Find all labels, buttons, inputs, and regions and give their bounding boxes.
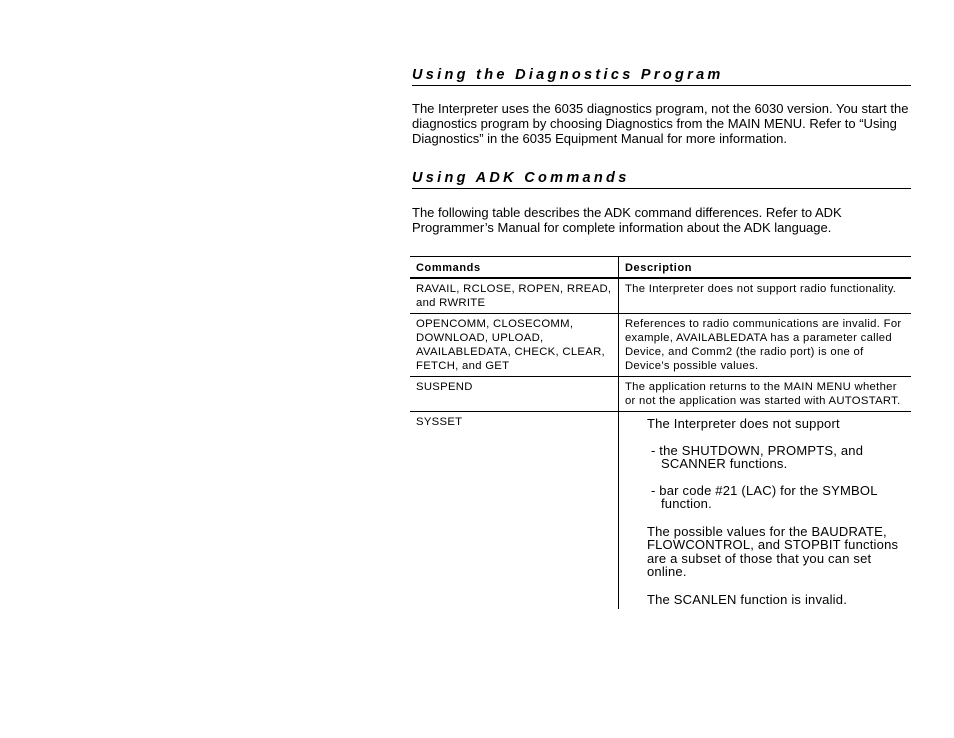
description-cell: References to radio communications are invalid. For example, AVAILABLEDATA has a parameter called Device, and Comm2 (the radio port) is one of Device’s possible values.	[618, 314, 911, 377]
command-cell: SYSSET	[410, 412, 618, 610]
section-heading-diagnostics: Using the Diagnostics Program	[412, 67, 911, 86]
table-row	[410, 278, 911, 314]
diagnostics-paragraph: The Interpreter uses the 6035 diagnostics program, not the 6030 version. You start the diagnostics program by choosing Diagnostics from the MAIN MENU. Refer to “Using Diagnostics” in the 6035 Equipment Manual for more information.	[412, 101, 909, 146]
table-row	[410, 314, 911, 377]
description-cell: The Interpreter does not support radio functionality.	[618, 278, 911, 314]
description-cell	[618, 412, 911, 610]
sysset-list-item: - bar code #21 (LAC) for the SYMBOL function.	[650, 482, 878, 511]
adk-intro-paragraph: The following table describes the ADK command differences. Refer to ADK Programmer’s Manual for complete information about the ADK language.	[412, 205, 842, 235]
command-cell: OPENCOMM, CLOSECOMM, DOWNLOAD, UPLOAD, AVAILABLEDATA, CHECK, CLEAR, FETCH, and GET	[410, 314, 618, 377]
sysset-intro: The Interpreter does not support	[646, 416, 840, 431]
command-cell: RAVAIL, RCLOSE, ROPEN, RREAD, and RWRITE	[410, 278, 618, 314]
sysset-list-item: - the SHUTDOWN, PROMPTS, and SCANNER functions.	[650, 442, 864, 471]
column-header-description: Description	[618, 257, 911, 279]
column-header-commands: Commands	[410, 257, 618, 279]
sysset-paragraph: The SCANLEN function is invalid.	[646, 591, 848, 607]
sysset-paragraph: The possible values for the BAUDRATE, FLOWCONTROL, and STOPBIT functions are a subset of those that you can set online.	[646, 523, 899, 579]
table-header-row	[410, 257, 911, 279]
table-row	[410, 377, 911, 412]
section-heading-adk-commands: Using ADK Commands	[412, 170, 911, 189]
adk-commands-table	[410, 256, 911, 609]
command-cell: SUSPEND	[410, 377, 618, 412]
description-cell: The application returns to the MAIN MENU whether or not the application was started with AUTOSTART.	[618, 377, 911, 412]
table-row	[410, 412, 911, 610]
